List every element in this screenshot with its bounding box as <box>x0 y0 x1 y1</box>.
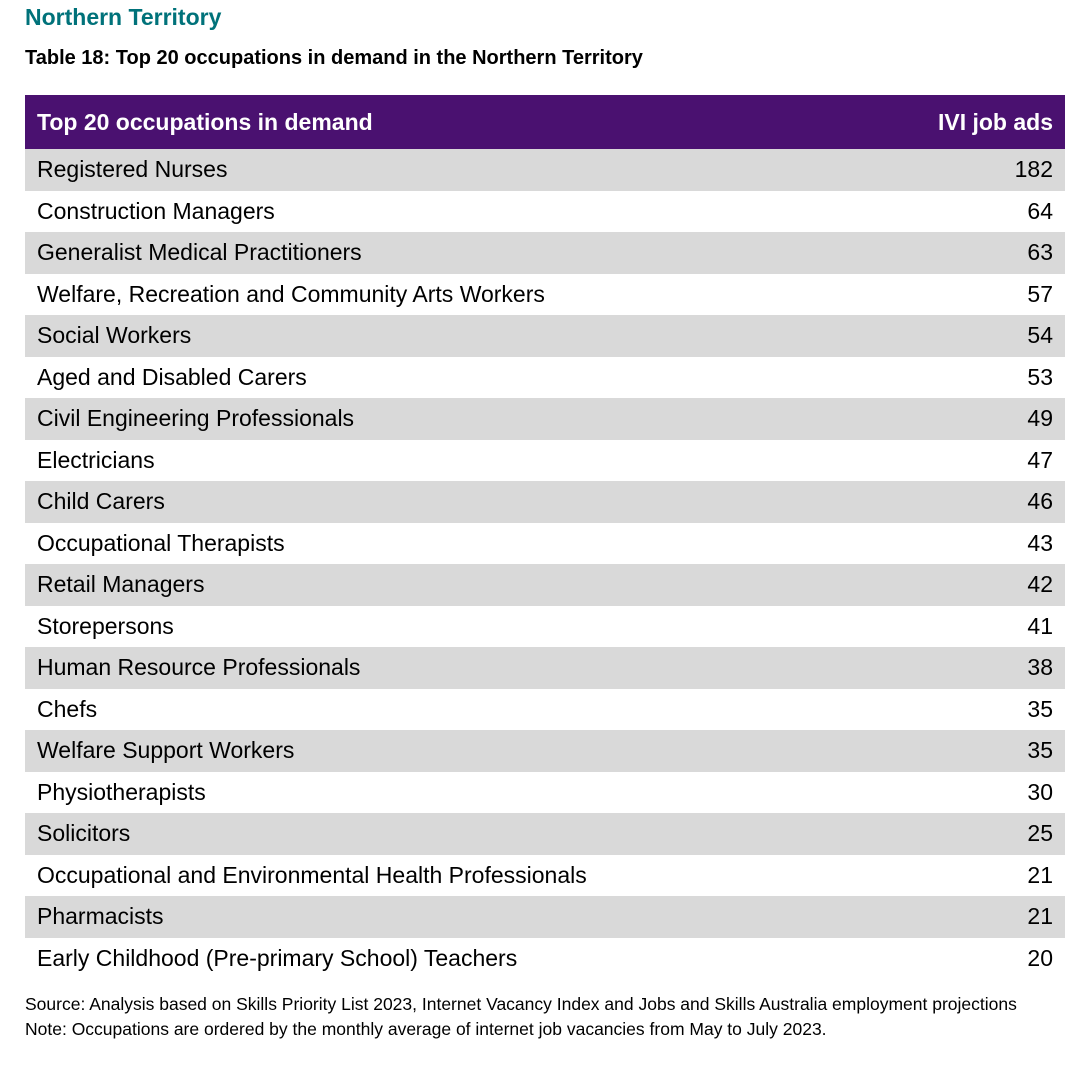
job-ads-cell: 20 <box>841 938 1065 980</box>
table-row <box>25 440 1065 482</box>
header-occupation: Top 20 occupations in demand <box>25 95 841 149</box>
table-row <box>25 730 1065 772</box>
occupation-cell: Generalist Medical Practitioners <box>25 232 841 274</box>
job-ads-cell: 57 <box>841 274 1065 316</box>
table-row <box>25 274 1065 316</box>
occupation-cell: Aged and Disabled Carers <box>25 357 841 399</box>
job-ads-cell: 182 <box>841 149 1065 191</box>
occupation-cell: Occupational Therapists <box>25 523 841 565</box>
table-caption: Table 18: Top 20 occupations in demand in the Northern Territory <box>25 47 643 69</box>
job-ads-cell: 63 <box>841 232 1065 274</box>
table-row <box>25 689 1065 731</box>
occupation-cell: Electricians <box>25 440 841 482</box>
job-ads-cell: 43 <box>841 523 1065 565</box>
job-ads-cell: 41 <box>841 606 1065 648</box>
occupation-cell: Storepersons <box>25 606 841 648</box>
source-note: Source: Analysis based on Skills Priority List 2023, Internet Vacancy Index and Jobs and Skills Australia employment projections <box>25 994 1017 1014</box>
table-row <box>25 315 1065 357</box>
occupation-cell: Registered Nurses <box>25 149 841 191</box>
job-ads-cell: 35 <box>841 689 1065 731</box>
table-row <box>25 564 1065 606</box>
job-ads-cell: 54 <box>841 315 1065 357</box>
section-heading: Northern Territory <box>25 4 222 30</box>
occupations-table <box>25 95 1065 979</box>
occupation-cell: Construction Managers <box>25 191 841 233</box>
occupation-cell: Physiotherapists <box>25 772 841 814</box>
job-ads-cell: 42 <box>841 564 1065 606</box>
occupation-cell: Human Resource Professionals <box>25 647 841 689</box>
table-row <box>25 357 1065 399</box>
job-ads-cell: 35 <box>841 730 1065 772</box>
occupation-cell: Civil Engineering Professionals <box>25 398 841 440</box>
table-row <box>25 896 1065 938</box>
table-row <box>25 606 1065 648</box>
job-ads-cell: 53 <box>841 357 1065 399</box>
job-ads-cell: 38 <box>841 647 1065 689</box>
job-ads-cell: 21 <box>841 855 1065 897</box>
occupation-cell: Child Carers <box>25 481 841 523</box>
occupation-cell: Chefs <box>25 689 841 731</box>
table-row <box>25 813 1065 855</box>
job-ads-cell: 21 <box>841 896 1065 938</box>
table-row <box>25 481 1065 523</box>
occupation-cell: Occupational and Environmental Health Professionals <box>25 855 841 897</box>
footnote: Note: Occupations are ordered by the monthly average of internet job vacancies from May to July 2023. <box>25 1019 827 1039</box>
job-ads-cell: 46 <box>841 481 1065 523</box>
occupation-cell: Social Workers <box>25 315 841 357</box>
job-ads-cell: 47 <box>841 440 1065 482</box>
table-row <box>25 149 1065 191</box>
job-ads-cell: 25 <box>841 813 1065 855</box>
table-body <box>25 149 1065 979</box>
table-row <box>25 191 1065 233</box>
occupation-cell: Welfare, Recreation and Community Arts Workers <box>25 274 841 316</box>
table-row <box>25 938 1065 980</box>
table-notes <box>25 992 1065 1042</box>
occupation-cell: Pharmacists <box>25 896 841 938</box>
job-ads-cell: 30 <box>841 772 1065 814</box>
table-row <box>25 232 1065 274</box>
table-row <box>25 855 1065 897</box>
table-row <box>25 772 1065 814</box>
occupation-cell: Welfare Support Workers <box>25 730 841 772</box>
table-row <box>25 398 1065 440</box>
table-header-row <box>25 95 1065 149</box>
occupation-cell: Retail Managers <box>25 564 841 606</box>
occupation-cell: Solicitors <box>25 813 841 855</box>
table-row <box>25 647 1065 689</box>
job-ads-cell: 49 <box>841 398 1065 440</box>
table-row <box>25 523 1065 565</box>
header-ivi-job-ads: IVI job ads <box>841 95 1065 149</box>
job-ads-cell: 64 <box>841 191 1065 233</box>
occupation-cell: Early Childhood (Pre-primary School) Teachers <box>25 938 841 980</box>
